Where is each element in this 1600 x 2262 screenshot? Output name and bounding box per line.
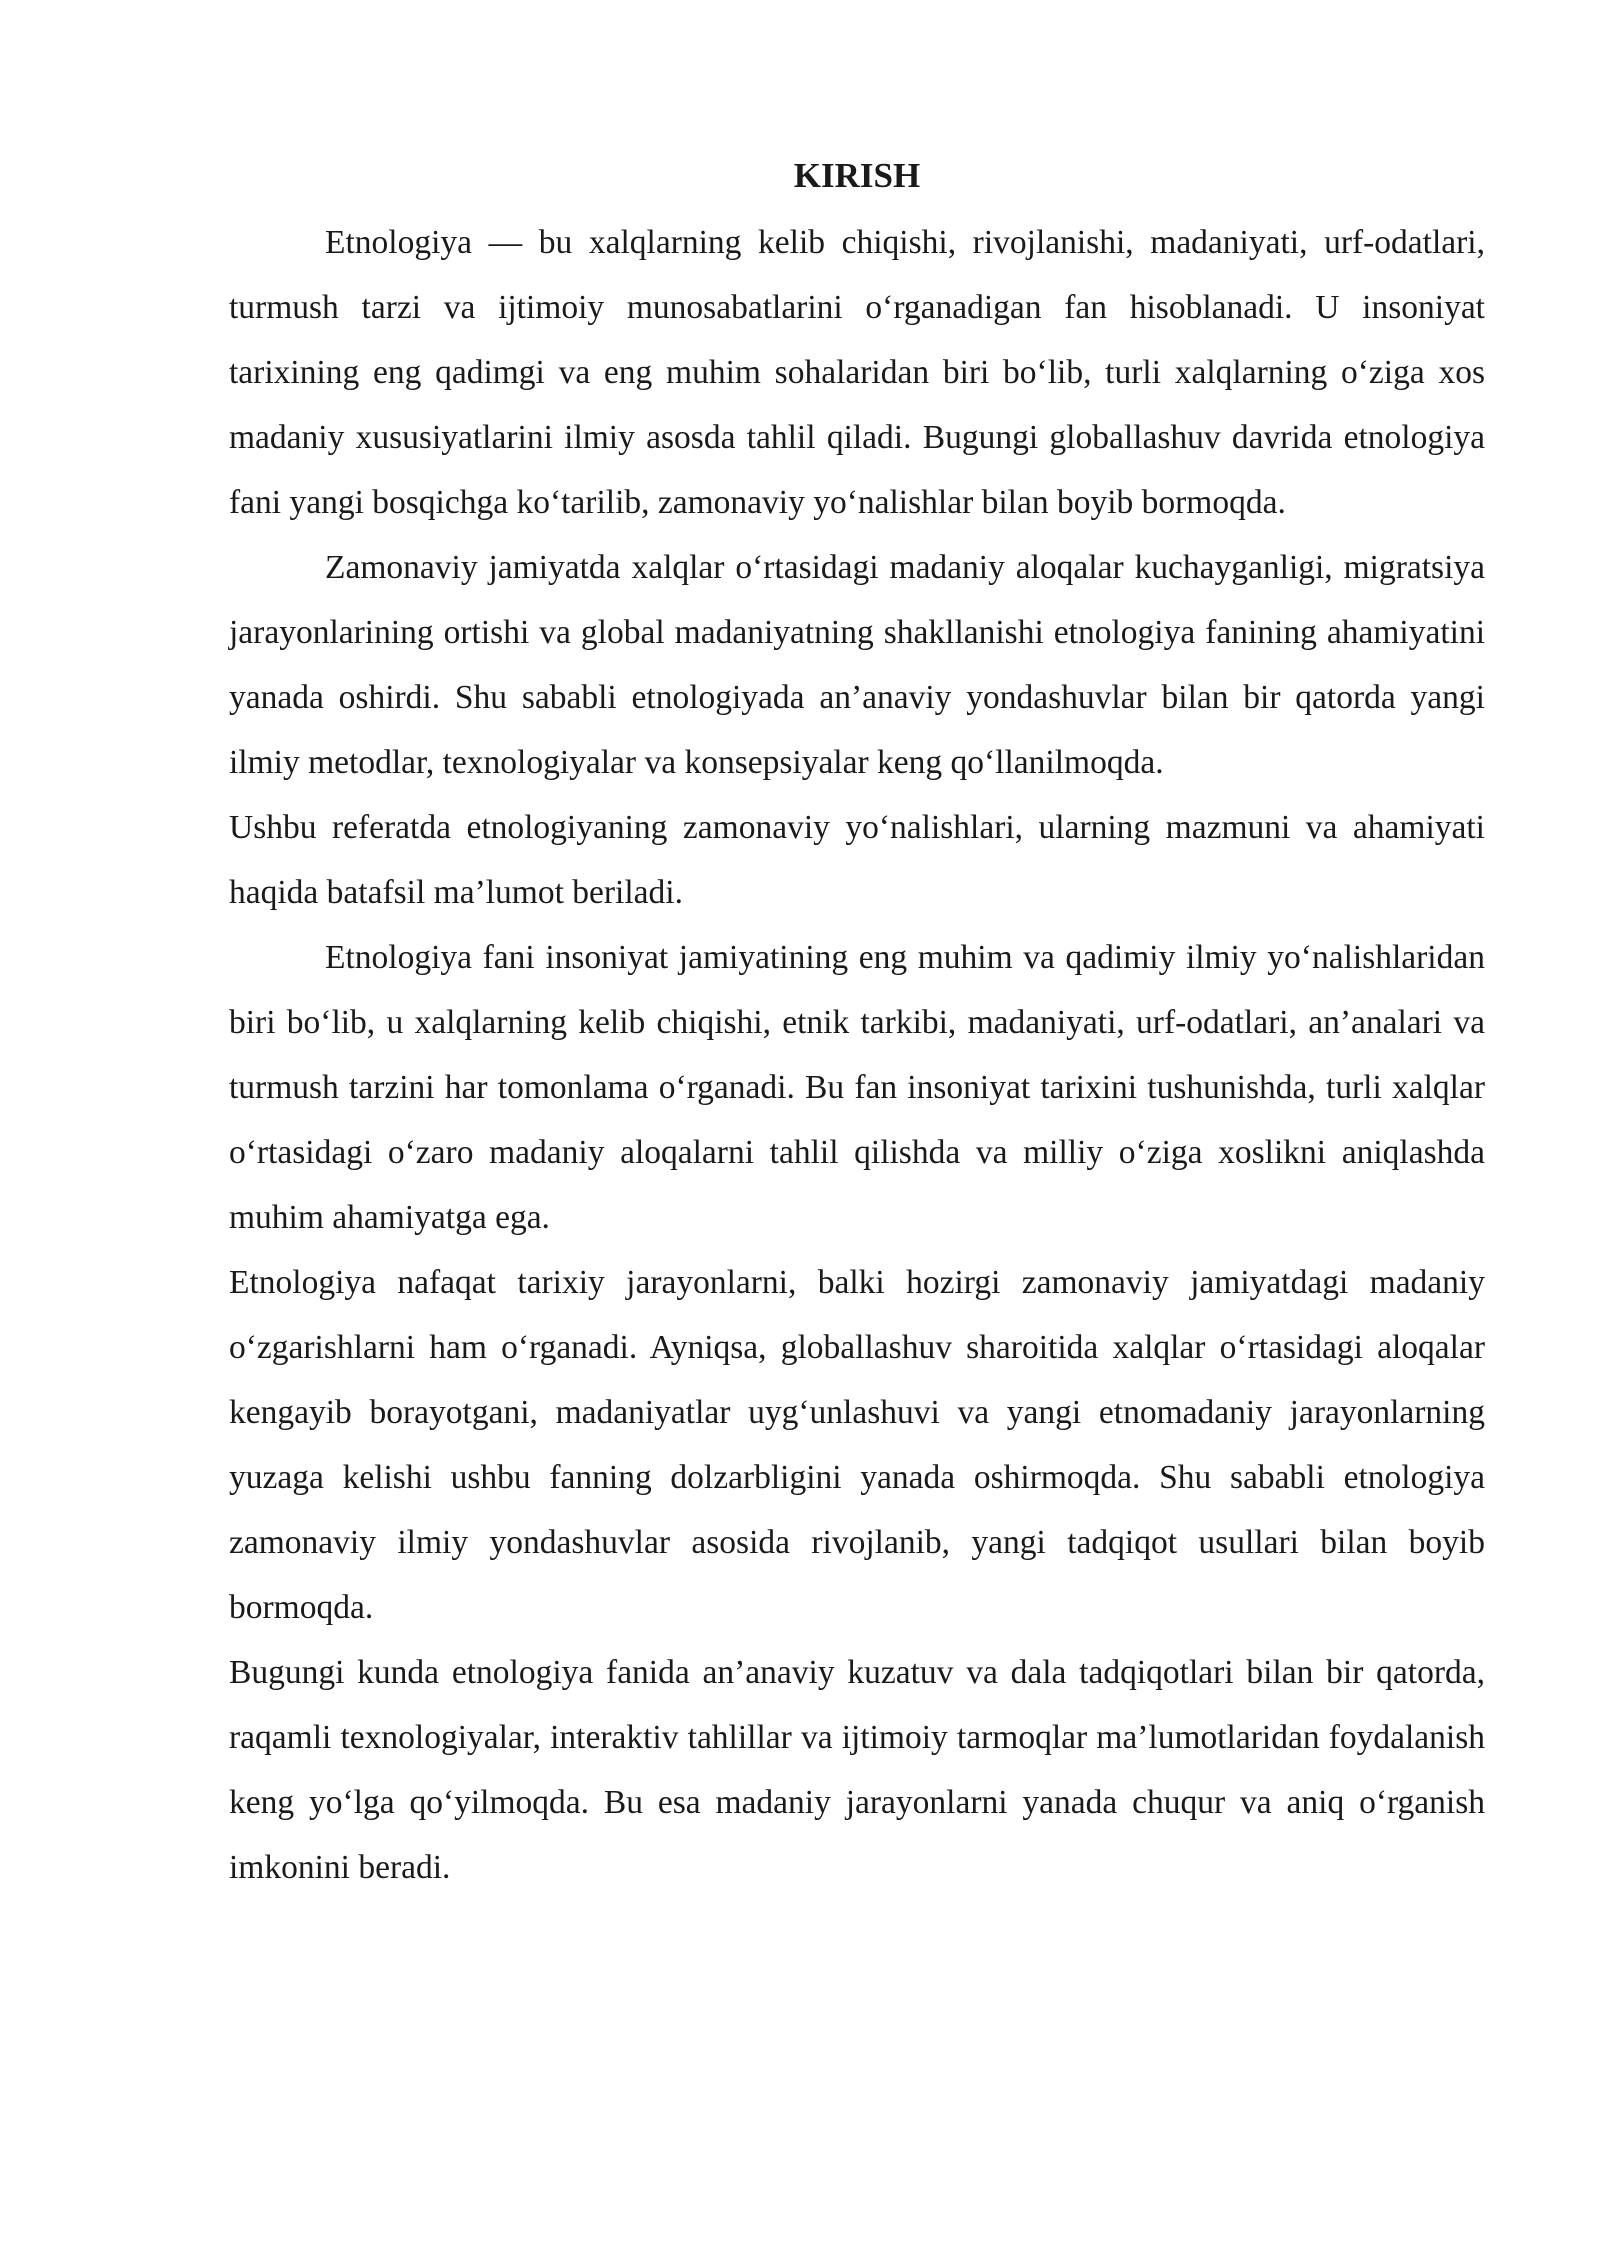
paragraph-6: Bugungi kunda etnologiya fanida an’anaviy kuzatuv va dala tadqiqotlari bilan bir qatorda, raqamli texnologiyalar, interaktiv tahlillar va ijtimoiy tarmoqlar ma’lumotlaridan foydalanish keng yo‘lga qo‘yilmoqda. Bu esa madaniy jarayonlarni yanada chuqur va aniq o‘rganish imkonini beradi. — [229, 1654, 1485, 1886]
document-page — [229, 148, 1485, 1900]
paragraph-4: Etnologiya fani insoniyat jamiyatining eng muhim va qadimiy ilmiy yo‘nalishlaridan biri bo‘lib, u xalqlarning kelib chiqishi, etnik tarkibi, madaniyati, urf-odatlari, an’analari va turmush tarzini har tomonlama o‘rganadi. Bu fan insoniyat tarixini tushunishda, turli xalqlar o‘rtasidagi o‘zaro madaniy aloqalarni tahlil qilishda va milliy o‘ziga xoslikni aniqlashda muhim ahamiyatga ega. — [229, 939, 1485, 1236]
paragraph-5: Etnologiya nafaqat tarixiy jarayonlarni, balki hozirgi zamonaviy jamiyatdagi madaniy o‘zgarishlarni ham o‘rganadi. Ayniqsa, globallashuv sharoitida xalqlar o‘rtasidagi aloqalar kengayib borayotgani, madaniyatlar uyg‘unlashuvi va yangi etnomadaniy jarayonlarning yuzaga kelishi ushbu fanning dolzarbligini yanada oshirmoqda. Shu sababli etnologiya zamonaviy ilmiy yondashuvlar asosida rivojlanib, yangi tadqiqot usullari bilan boyib bormoqda. — [229, 1264, 1485, 1626]
page-title: KIRISH — [793, 156, 921, 195]
paragraph-1: Etnologiya — bu xalqlarning kelib chiqishi, rivojlanishi, madaniyati, urf-odatlari, turmush tarzi va ijtimoiy munosabatlarini o‘rganadigan fan hisoblanadi. U insoniyat tarixining eng qadimgi va eng muhim sohalaridan biri bo‘lib, turli xalqlarning o‘ziga xos madaniy xususiyatlarini ilmiy asosda tahlil qiladi. Bugungi globallashuv davrida etnologiya fani yangi bosqichga ko‘tarilib, zamonaviy yo‘nalishlar bilan boyib bormoqda. — [229, 224, 1485, 521]
paragraph-2: Zamonaviy jamiyatda xalqlar o‘rtasidagi madaniy aloqalar kuchayganligi, migratsiya jarayonlarining ortishi va global madaniyatning shakllanishi etnologiya fanining ahamiyatini yanada oshirdi. Shu sababli etnologiyada an’anaviy yondashuvlar bilan bir qatorda yangi ilmiy metodlar, texnologiyalar va konsepsiyalar keng qo‘llanilmoqda. — [229, 549, 1485, 781]
paragraph-3: Ushbu referatda etnologiyaning zamonaviy yo‘nalishlari, ularning mazmuni va ahamiyati haqida batafsil ma’lumot beriladi. — [229, 809, 1485, 911]
